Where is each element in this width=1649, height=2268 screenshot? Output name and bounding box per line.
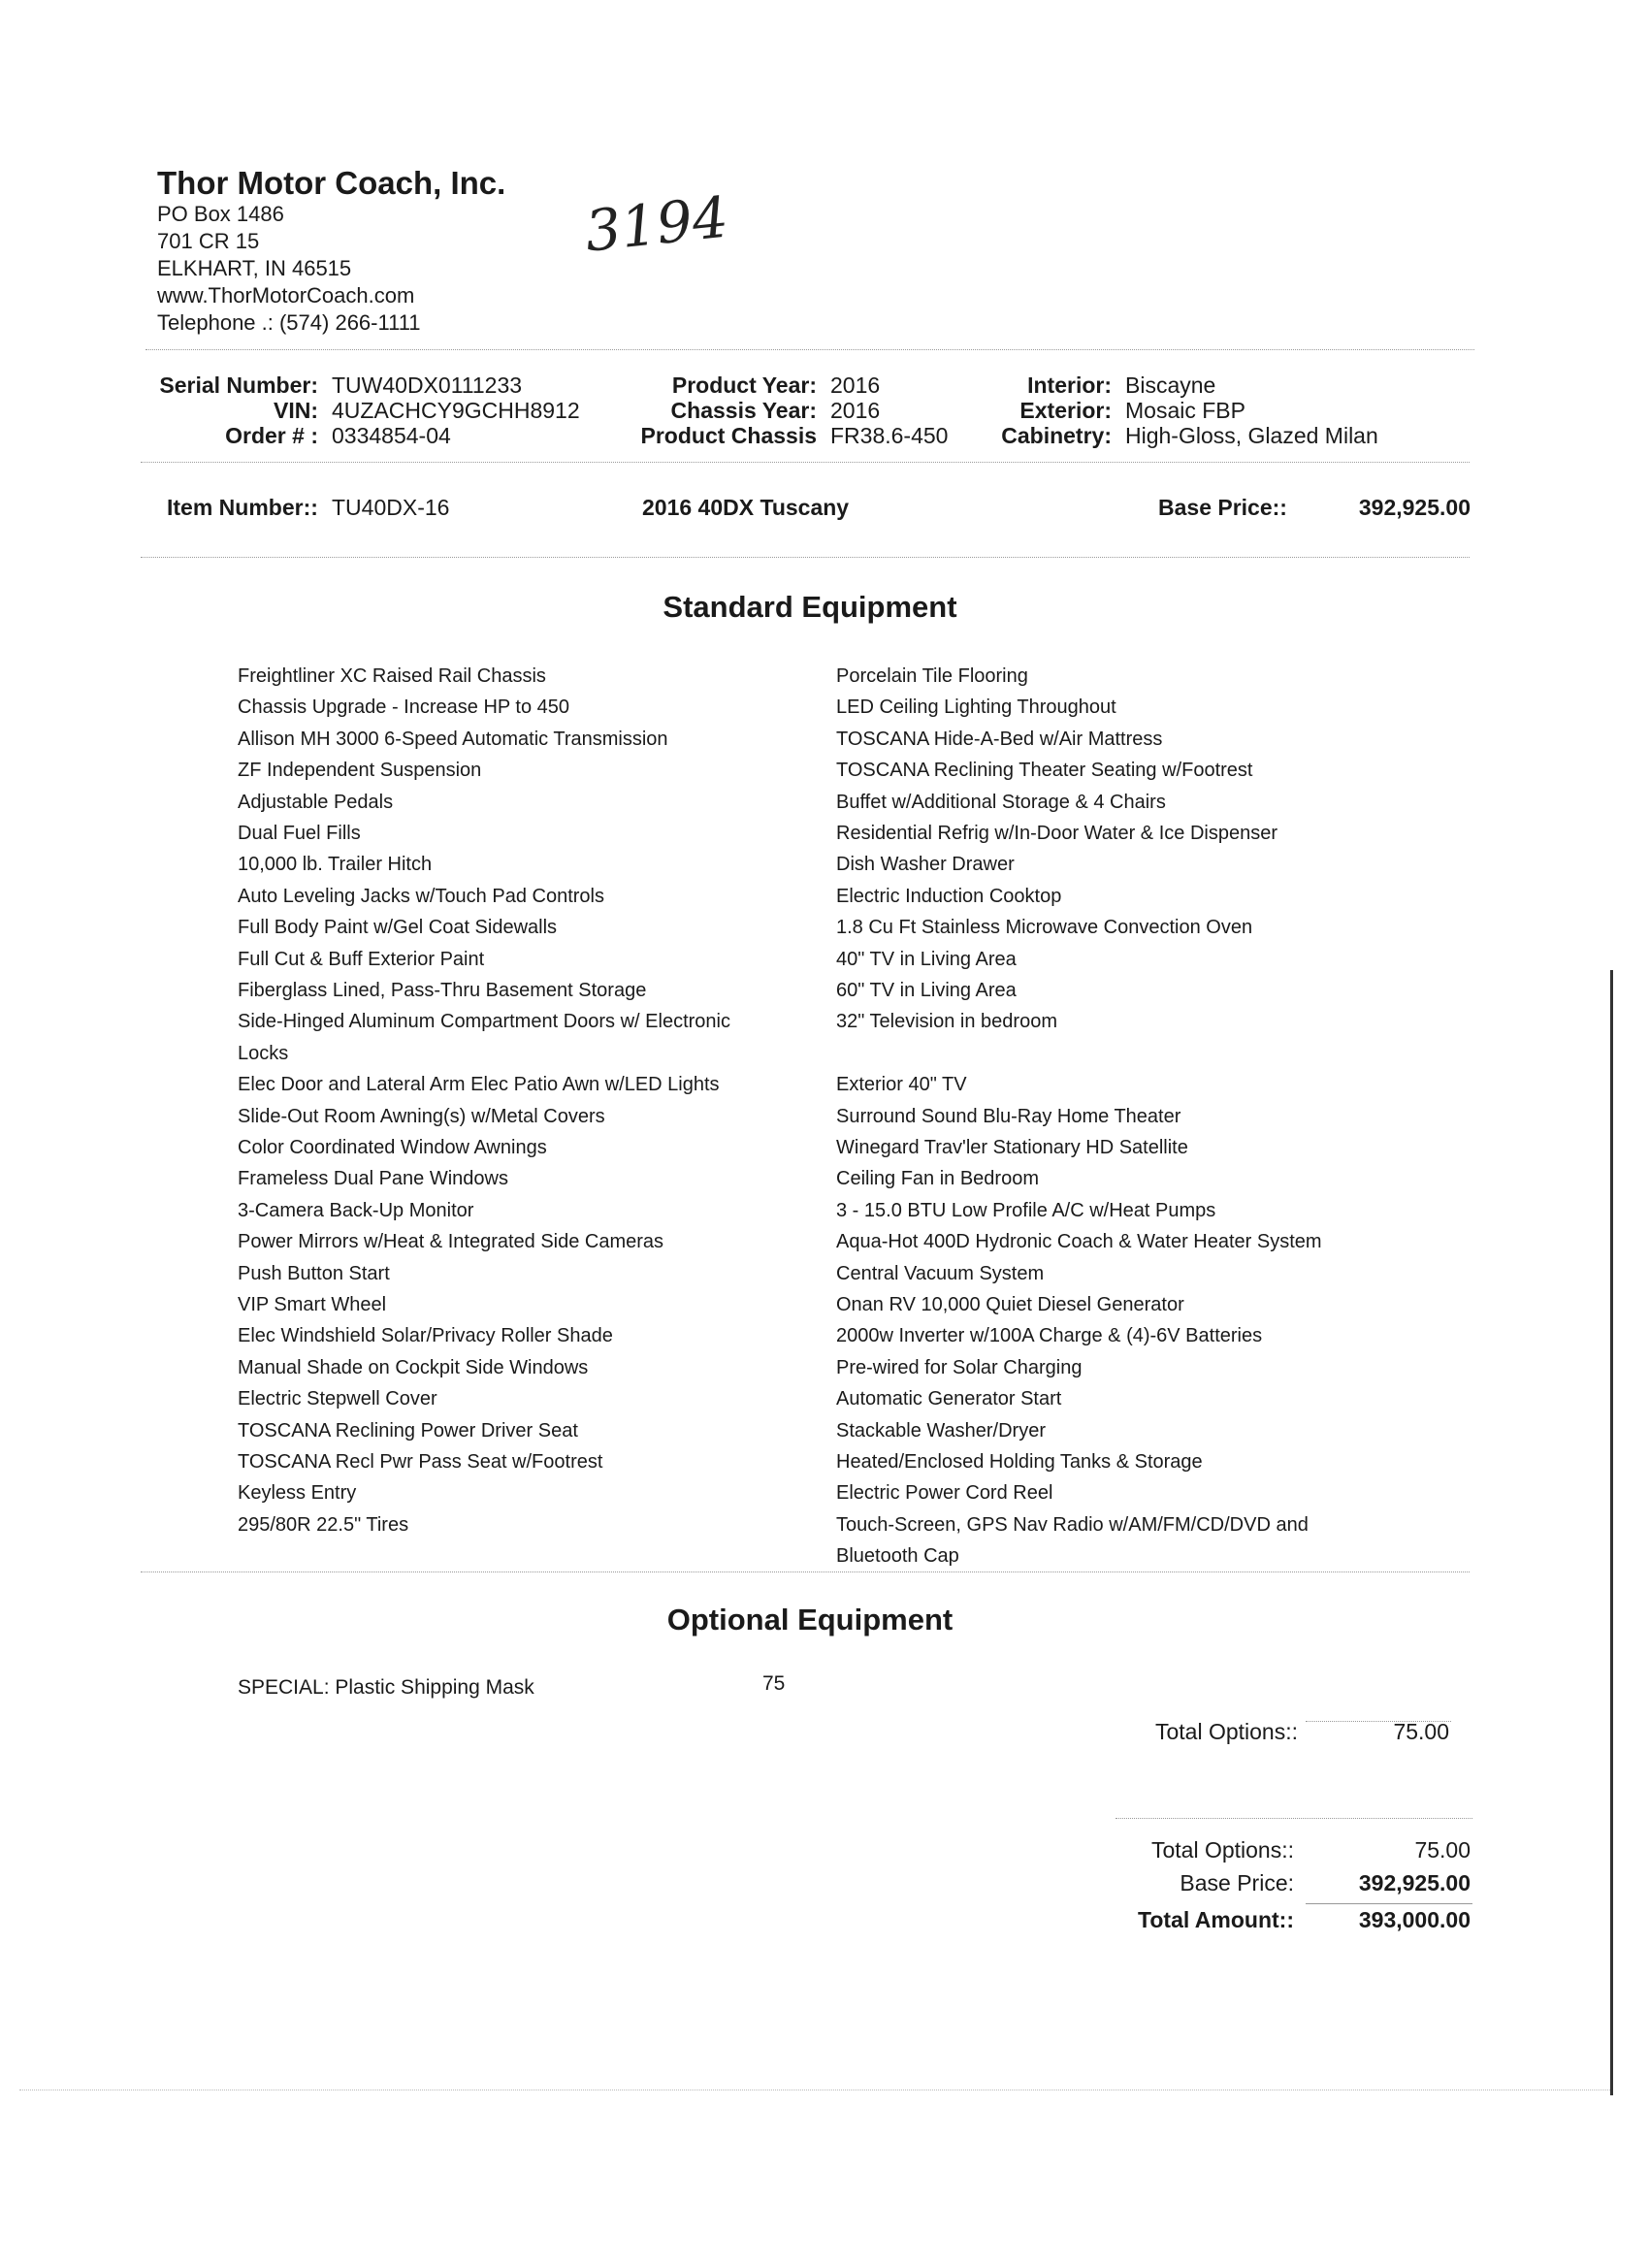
base-price-value: 392,925.00 (1358, 495, 1471, 520)
standard-equipment-item: 32" Television in bedroom (836, 1011, 1057, 1033)
standard-equipment-item: Central Vacuum System (836, 1262, 1045, 1284)
standard-equipment-item: 295/80R 22.5" Tires (238, 1513, 409, 1536)
address-line-1: PO Box 1486 (157, 202, 284, 226)
standard-equipment-item: TOSCANA Reclining Power Driver Seat (238, 1419, 578, 1442)
address-line-2: 701 CR 15 (157, 229, 260, 253)
standard-equipment-item: Dual Fuel Fills (238, 823, 361, 844)
order-label: Order # : (225, 423, 318, 448)
standard-equipment-item: 60" TV in Living Area (836, 980, 1017, 1001)
product-year-label: Product Year: (671, 373, 817, 398)
standard-equipment-item: TOSCANA Recl Pwr Pass Seat w/Footrest (238, 1451, 603, 1473)
address-line-3: ELKHART, IN 46515 (157, 256, 352, 280)
standard-equipment-item: Elec Windshield Solar/Privacy Roller Shade (238, 1325, 613, 1347)
cabinetry-label: Cabinetry: (1001, 423, 1112, 448)
cabinetry-value: High-Gloss, Glazed Milan (1125, 423, 1378, 448)
standard-equipment-item: Slide-Out Room Awning(s) w/Metal Covers (238, 1105, 605, 1127)
handwritten-note: 3194 (582, 183, 731, 265)
standard-equipment-item: Power Mirrors w/Heat & Integrated Side Cameras (238, 1231, 664, 1253)
serial-label: Serial Number: (159, 373, 318, 398)
options-total-value: 75.00 (1393, 1719, 1449, 1744)
standard-equipment-item: Aqua-Hot 400D Hydronic Coach & Water Heater System (836, 1231, 1322, 1253)
summary-total-options-value: 75.00 (1414, 1837, 1471, 1863)
options-total-label: Total Options:: (1154, 1719, 1298, 1744)
standard-equipment-item: 3-Camera Back-Up Monitor (238, 1199, 474, 1221)
standard-equipment-item: LED Ceiling Lighting Throughout (836, 697, 1116, 719)
standard-equipment-item: Locks (238, 1042, 289, 1064)
standard-equipment-item: Automatic Generator Start (836, 1388, 1062, 1410)
divider (1116, 1818, 1472, 1819)
standard-equipment-item: Fiberglass Lined, Pass-Thru Basement Storage (238, 980, 647, 1001)
standard-equipment-item: Color Coordinated Window Awnings (238, 1137, 547, 1158)
standard-equipment-item: Buffet w/Additional Storage & 4 Chairs (836, 791, 1166, 813)
product-year-value: 2016 (830, 373, 881, 398)
product-chassis-value: FR38.6-450 (830, 423, 949, 448)
standard-equipment-item: ZF Independent Suspension (238, 760, 482, 782)
order-value: 0334854-04 (332, 423, 451, 448)
standard-equipment-item: Manual Shade on Cockpit Side Windows (238, 1356, 589, 1378)
standard-equipment-item: Pre-wired for Solar Charging (836, 1356, 1083, 1378)
standard-equipment-item: Touch-Screen, GPS Nav Radio w/AM/FM/CD/DVD and (836, 1513, 1309, 1536)
summary-base-price-label: Base Price: (1180, 1870, 1294, 1895)
standard-equipment-item: Freightliner XC Raised Rail Chassis (238, 665, 546, 687)
base-price-label: Base Price:: (1158, 495, 1287, 520)
standard-equipment-item: Elec Door and Lateral Arm Elec Patio Awn w/LED Lights (238, 1074, 720, 1096)
exterior-label: Exterior: (1019, 398, 1112, 423)
summary-total-options-label: Total Options:: (1150, 1837, 1294, 1863)
standard-equipment-item: Heated/Enclosed Holding Tanks & Storage (836, 1451, 1203, 1473)
standard-equipment-item: Frameless Dual Pane Windows (238, 1168, 508, 1190)
exterior-value: Mosaic FBP (1125, 398, 1245, 423)
model-name: 2016 40DX Tuscany (642, 495, 850, 520)
product-chassis-label: Product Chassis (640, 423, 817, 448)
optional-equipment-title: Optional Equipment (666, 1603, 954, 1636)
item-number-label: Item Number:: (167, 495, 318, 520)
interior-value: Biscayne (1125, 373, 1216, 398)
standard-equipment-item: TOSCANA Hide-A-Bed w/Air Mattress (836, 728, 1163, 750)
standard-equipment-item: Full Body Paint w/Gel Coat Sidewalls (238, 917, 558, 939)
standard-equipment-item: Adjustable Pedals (238, 791, 394, 813)
standard-equipment-item: Chassis Upgrade - Increase HP to 450 (238, 697, 570, 719)
divider (1306, 1903, 1472, 1904)
standard-equipment-item: 3 - 15.0 BTU Low Profile A/C w/Heat Pumps (836, 1199, 1216, 1221)
optional-item-price: 75 (762, 1672, 786, 1695)
standard-equipment-item: 10,000 lb. Trailer Hitch (238, 854, 433, 876)
standard-equipment-item: Winegard Trav'ler Stationary HD Satellite (836, 1137, 1188, 1158)
standard-equipment-item: VIP Smart Wheel (238, 1294, 387, 1315)
standard-equipment-item: Auto Leveling Jacks w/Touch Pad Controls (238, 885, 604, 907)
standard-equipment-item: Bluetooth Cap (836, 1545, 959, 1568)
divider (146, 349, 1474, 350)
divider (141, 462, 1470, 463)
chassis-year-value: 2016 (830, 398, 881, 423)
standard-equipment-title: Standard Equipment (663, 590, 957, 624)
standard-equipment-item: TOSCANA Reclining Theater Seating w/Footrest (836, 760, 1253, 782)
scan-edge (1610, 970, 1613, 2095)
standard-equipment-item: Electric Stepwell Cover (238, 1388, 437, 1410)
vin-label: VIN: (274, 398, 318, 423)
standard-equipment-item: Allison MH 3000 6-Speed Automatic Transmission (238, 728, 668, 750)
summary-total-amount-value: 393,000.00 (1358, 1907, 1471, 1932)
vin-value: 4UZACHCY9GCHH8912 (332, 398, 580, 423)
standard-equipment-item: 1.8 Cu Ft Stainless Microwave Convection Oven (836, 917, 1253, 939)
standard-equipment-item: Exterior 40" TV (836, 1074, 967, 1096)
standard-equipment-item: Residential Refrig w/In-Door Water & Ice Dispenser (836, 823, 1277, 844)
summary-base-price-value: 392,925.00 (1358, 1870, 1471, 1895)
interior-label: Interior: (1027, 373, 1112, 398)
standard-equipment-item: Stackable Washer/Dryer (836, 1419, 1046, 1442)
standard-equipment-item: Dish Washer Drawer (836, 854, 1015, 876)
standard-equipment-item: Surround Sound Blu-Ray Home Theater (836, 1105, 1181, 1127)
website: www.ThorMotorCoach.com (157, 283, 415, 308)
standard-equipment-item: Electric Induction Cooktop (836, 885, 1062, 907)
divider (141, 1571, 1470, 1572)
standard-equipment-item: Electric Power Cord Reel (836, 1482, 1053, 1505)
telephone: Telephone .: (574) 266-1111 (157, 310, 421, 335)
standard-equipment-item: Full Cut & Buff Exterior Paint (238, 948, 485, 970)
company-name: Thor Motor Coach, Inc. (157, 165, 506, 201)
optional-item-label: SPECIAL: Plastic Shipping Mask (238, 1676, 534, 1699)
standard-equipment-item: Side-Hinged Aluminum Compartment Doors w/ Electronic (238, 1011, 730, 1033)
standard-equipment-item: Porcelain Tile Flooring (836, 665, 1028, 687)
standard-equipment-item: Onan RV 10,000 Quiet Diesel Generator (836, 1294, 1184, 1315)
standard-equipment-item: Ceiling Fan in Bedroom (836, 1168, 1039, 1190)
chassis-year-label: Chassis Year: (670, 398, 817, 423)
standard-equipment-item: 2000w Inverter w/100A Charge & (4)-6V Batteries (836, 1325, 1263, 1347)
serial-value: TUW40DX0111233 (332, 373, 523, 398)
item-number-value: TU40DX-16 (332, 495, 450, 520)
divider (141, 557, 1470, 558)
summary-total-amount-label: Total Amount:: (1138, 1907, 1294, 1932)
standard-equipment-item: 40" TV in Living Area (836, 948, 1017, 970)
standard-equipment-item: Push Button Start (238, 1262, 390, 1284)
standard-equipment-item: Keyless Entry (238, 1482, 357, 1505)
